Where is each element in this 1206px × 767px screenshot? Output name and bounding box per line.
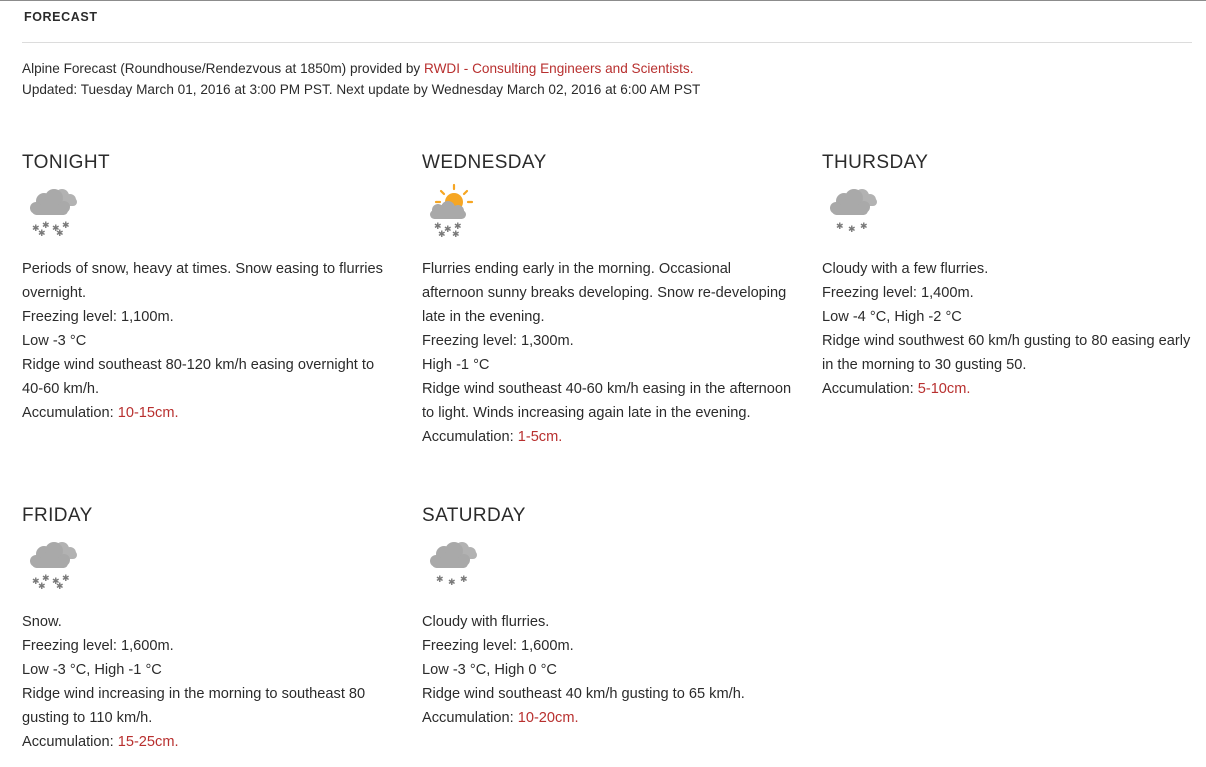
updated-text: Updated: Tuesday March 01, 2016 at 3:00 PM PST. Next update by Wednesday March 02, 2016 at 6:00 AM PST [22, 81, 701, 97]
accumulation-label: Accumulation: [822, 381, 918, 397]
day-name: WEDNESDAY [422, 152, 547, 173]
accumulation [822, 377, 1194, 401]
provider-line [22, 59, 700, 80]
day-name: FRIDAY [22, 505, 93, 526]
header-divider [22, 42, 1192, 43]
cloud-flurries-icon [424, 535, 480, 591]
accumulation-label: Accumulation: [422, 710, 518, 726]
sun-cloud-snow-icon [424, 182, 480, 238]
svg-text:✱: ✱ [860, 222, 868, 232]
snow-heavy-icon [24, 535, 80, 591]
svg-text:✱: ✱ [56, 582, 64, 591]
forecast-day-thursday [822, 150, 1194, 401]
svg-text:✱: ✱ [38, 582, 46, 591]
forecast-intro [22, 59, 700, 100]
svg-text:✱: ✱ [32, 224, 40, 234]
accumulation-value: 5-10cm. [917, 381, 971, 397]
svg-text:✱: ✱ [62, 574, 70, 584]
freezing-level: Freezing level: 1,400m. [822, 285, 974, 301]
top-border [0, 0, 1206, 1]
day-details [822, 257, 1194, 401]
day-details [22, 610, 394, 754]
day-summary: Cloudy with flurries. [422, 614, 550, 630]
svg-text:✱: ✱ [32, 577, 40, 587]
svg-text:✱: ✱ [448, 578, 456, 588]
freezing-level: Freezing level: 1,100m. [22, 309, 174, 325]
svg-text:✱: ✱ [52, 224, 60, 234]
day-summary: Snow. [22, 614, 62, 630]
ridge-wind: Ridge wind southwest 60 km/h gusting to 80 easing early in the morning to 30 gusting 50. [822, 333, 1191, 373]
forecast-day-wednesday [422, 150, 794, 449]
accumulation [422, 706, 794, 730]
accumulation-value: 15-25cm. [117, 734, 179, 750]
day-summary: Cloudy with a few flurries. [822, 261, 989, 277]
freezing-level: Freezing level: 1,600m. [22, 638, 174, 654]
accumulation [22, 401, 394, 425]
svg-text:✱: ✱ [836, 222, 844, 232]
temperature: Low -4 °C, High -2 °C [822, 309, 962, 325]
day-name: TONIGHT [22, 152, 110, 173]
ridge-wind: Ridge wind southeast 40 km/h gusting to 65 km/h. [422, 686, 745, 702]
accumulation-label: Accumulation: [22, 405, 118, 421]
accumulation-label: Accumulation: [22, 734, 118, 750]
ridge-wind: Ridge wind increasing in the morning to southeast 80 gusting to 110 km/h. [22, 686, 366, 726]
day-details [22, 257, 394, 425]
provider-link[interactable]: RWDI - Consulting Engineers and Scientists. [424, 61, 694, 76]
snow-heavy-icon [24, 182, 80, 238]
section-title: FORECAST [24, 10, 98, 24]
svg-text:✱: ✱ [444, 225, 452, 235]
svg-text:✱: ✱ [452, 230, 460, 238]
temperature: High -1 °C [422, 357, 490, 373]
svg-text:✱: ✱ [454, 222, 462, 232]
day-summary: Periods of snow, heavy at times. Snow easing to flurries overnight. [22, 261, 383, 301]
accumulation-value: 1-5cm. [517, 429, 563, 445]
svg-text:✱: ✱ [434, 222, 442, 232]
freezing-level: Freezing level: 1,300m. [422, 333, 574, 349]
ridge-wind: Ridge wind southeast 40-60 km/h easing in the afternoon to light. Winds increasing again late in the evening. [422, 381, 792, 421]
day-details [422, 257, 794, 449]
svg-text:✱: ✱ [848, 225, 856, 235]
accumulation-value: 10-20cm. [517, 710, 579, 726]
day-name: THURSDAY [822, 152, 929, 173]
temperature: Low -3 °C [22, 333, 87, 349]
svg-text:✱: ✱ [42, 221, 50, 231]
accumulation [22, 730, 394, 754]
provider-text: Alpine Forecast (Roundhouse/Rendezvous at 1850m) provided by [22, 61, 425, 76]
day-details [422, 610, 794, 730]
svg-text:✱: ✱ [438, 230, 446, 238]
freezing-level: Freezing level: 1,600m. [422, 638, 574, 654]
forecast-day-friday [22, 503, 394, 754]
temperature: Low -3 °C, High 0 °C [422, 662, 557, 678]
svg-text:✱: ✱ [436, 575, 444, 585]
svg-text:✱: ✱ [56, 229, 64, 238]
svg-text:✱: ✱ [52, 577, 60, 587]
temperature: Low -3 °C, High -1 °C [22, 662, 162, 678]
day-name: SATURDAY [422, 505, 526, 526]
forecast-day-saturday [422, 503, 794, 730]
accumulation [422, 425, 794, 449]
accumulation-value: 10-15cm. [117, 405, 179, 421]
cloud-flurries-icon [824, 182, 880, 238]
svg-text:✱: ✱ [62, 221, 70, 231]
accumulation-label: Accumulation: [422, 429, 518, 445]
day-summary: Flurries ending early in the morning. Occasional afternoon sunny breaks developing. Snow re-developing late in the evening. [422, 261, 787, 325]
ridge-wind: Ridge wind southeast 80-120 km/h easing overnight to 40-60 km/h. [22, 357, 375, 397]
svg-text:✱: ✱ [38, 229, 46, 238]
forecast-day-tonight [22, 150, 394, 425]
svg-text:✱: ✱ [42, 574, 50, 584]
svg-text:✱: ✱ [460, 575, 468, 585]
